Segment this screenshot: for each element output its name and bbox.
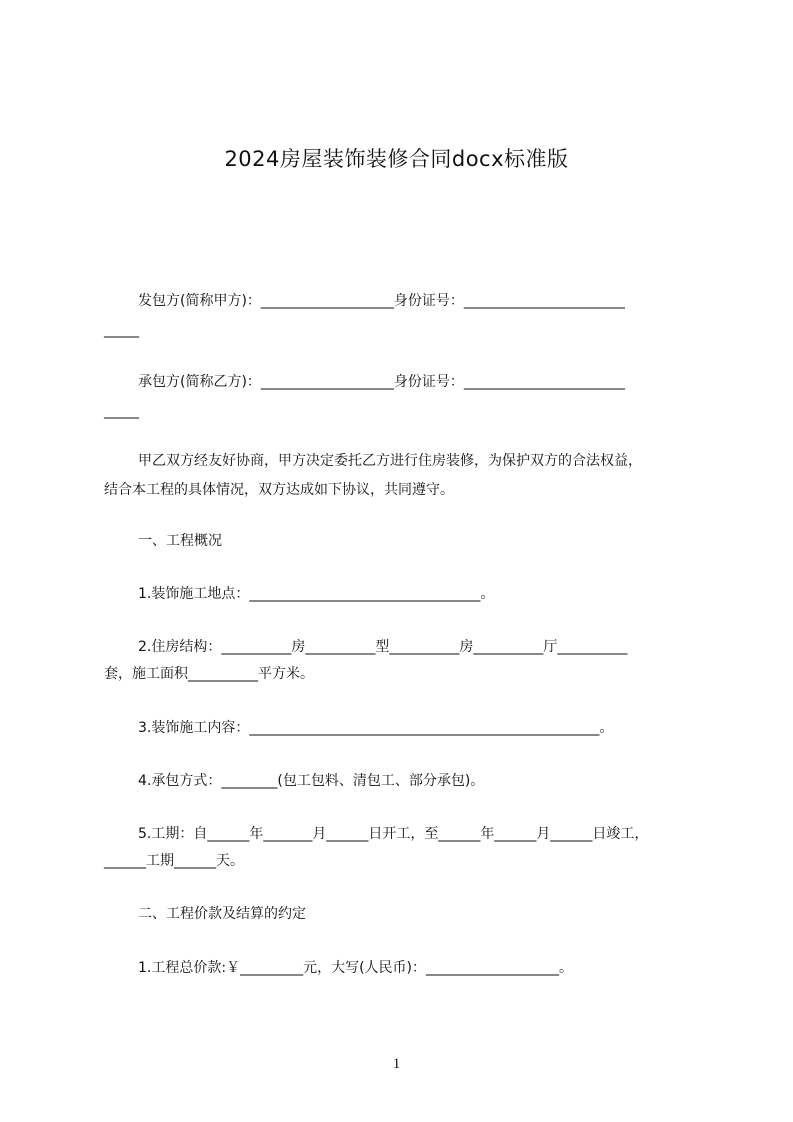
section-1-item-5-line-1: 5.工期：自______年_______月______日开工，至______年______月______日竣工， xyxy=(138,826,649,842)
employer-line-continued: _____ xyxy=(104,322,139,338)
contractor-line: 承包方(简称乙方)：___________________身份证号：_______________________ xyxy=(138,374,625,390)
preamble-line-2: 结合本工程的具体情况，双方达成如下协议，共同遵守。 xyxy=(104,482,454,498)
section-1-item-2-line-2: 套，施工面积__________平方米。 xyxy=(104,666,314,682)
section-1-item-4: 4.承包方式：________(包工包料、清包工、部分承包)。 xyxy=(138,773,485,789)
page-number: 1 xyxy=(392,1056,401,1072)
section-1-item-1: 1.装饰施工地点：_________________________________。 xyxy=(138,586,495,602)
preamble-line-1: 甲乙双方经友好协商，甲方决定委托乙方进行住房装修，为保护双方的合法权益， xyxy=(138,453,642,469)
section-1-item-3: 3.装饰施工内容：__________________________________________________。 xyxy=(138,720,614,736)
contractor-line-continued: _____ xyxy=(104,403,139,419)
section-2-heading: 二、工程价款及结算的约定 xyxy=(138,906,306,922)
document-title: 2024房屋装饰装修合同docx标准版 xyxy=(224,147,569,171)
section-2-item-1: 1.工程总价款:￥_________元，大写(人民币)：___________________。 xyxy=(138,960,573,976)
section-1-heading: 一、工程概况 xyxy=(138,533,222,549)
section-1-item-2-line-1: 2.住房结构：__________房__________型__________房__________厅__________ xyxy=(138,639,628,655)
section-1-item-5-line-2: ______工期______天。 xyxy=(104,853,244,869)
employer-line: 发包方(简称甲方)：___________________身份证号：_______________________ xyxy=(138,293,625,309)
